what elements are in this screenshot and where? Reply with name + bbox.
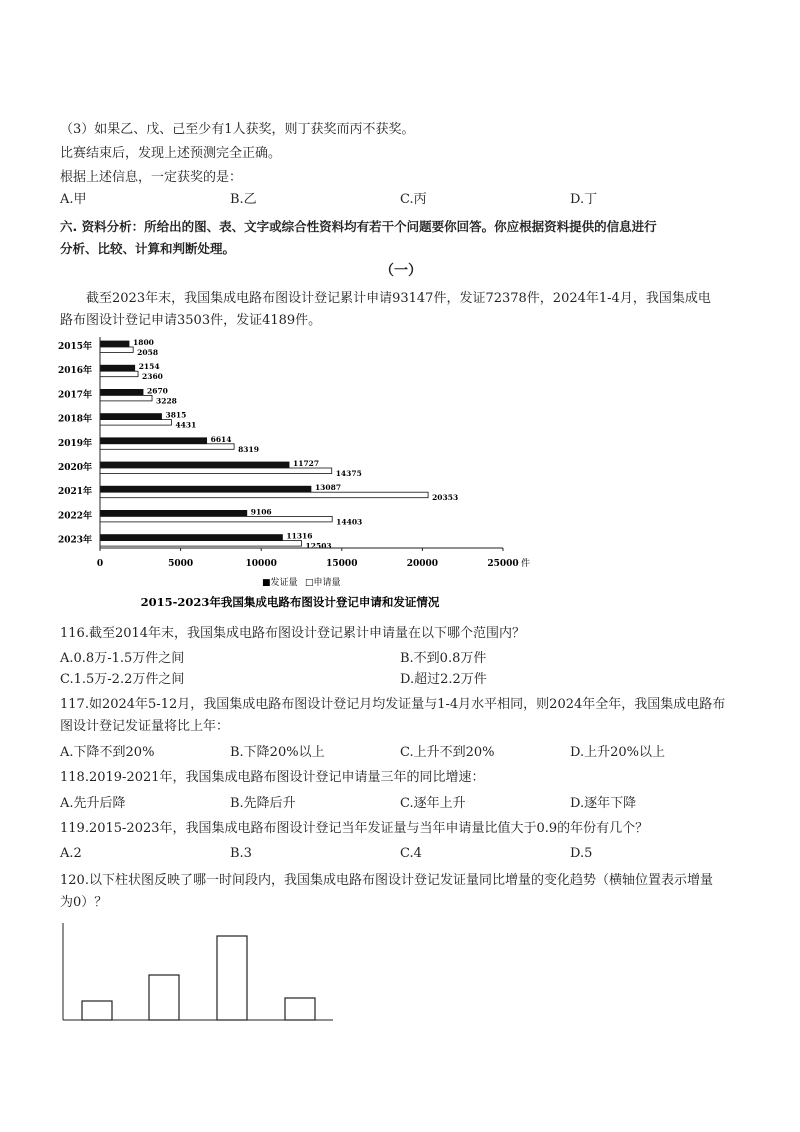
bar-issued — [100, 365, 135, 371]
category-label: 2020年 — [57, 463, 92, 473]
bar-issued — [100, 438, 207, 444]
q116-option-d[interactable]: D.超过2.2万件 — [400, 672, 487, 687]
q119-option-b[interactable]: B.3 — [230, 846, 252, 861]
legend-applied: □申请量 — [305, 578, 341, 588]
value-label-issued: 1800 — [133, 338, 154, 347]
option-d[interactable]: D.丁 — [570, 192, 598, 207]
q117-option-c[interactable]: C.上升不到20% — [400, 745, 495, 760]
bar-applied — [100, 444, 234, 450]
value-label-issued: 2154 — [138, 362, 160, 372]
value-label-applied: 3228 — [156, 396, 177, 406]
category-label: 2019年 — [57, 438, 92, 449]
mini-bar — [217, 936, 247, 1020]
value-label-issued: 11316 — [286, 531, 313, 541]
q116-stem: 116.截至2014年末，我国集成电路布图设计登记累计申请量在以下哪个范围内？ — [60, 626, 526, 641]
q117-stem: 117.如2024年5-12月，我国集成电路布图设计登记月均发证量与1-4月水平相同，则2024年全年，我国集成电路布 — [60, 697, 726, 712]
value-label-applied: 4431 — [175, 420, 197, 430]
bar-issued — [100, 462, 289, 468]
category-label: 2023年 — [57, 535, 92, 546]
value-label-applied: 2058 — [137, 348, 159, 357]
bar-applied — [100, 468, 332, 474]
value-label-applied: 12503 — [305, 541, 332, 551]
q120-stem-cont: 为0）？ — [60, 895, 108, 910]
category-label: 2021年 — [57, 487, 92, 498]
q117-stem-cont: 图设计登记发证量将比上年： — [60, 719, 230, 734]
value-label-issued: 2670 — [147, 386, 168, 396]
value-label-applied: 8319 — [238, 444, 259, 454]
q118-option-b[interactable]: B.先降后升 — [230, 796, 296, 811]
material-line2: 路布图设计登记申请3503件，发证4189件。 — [60, 313, 322, 328]
section-heading-line1: 六. 资料分析：所给出的图、表、文字或综合性资料均有若干个问题要你回答。你应根据资料提供的信息进行 — [60, 219, 657, 234]
category-label: 2022年 — [57, 511, 92, 522]
bar-applied — [100, 516, 332, 522]
category-label: 2015年 — [57, 342, 92, 352]
q117-option-b[interactable]: B.下降20%以上 — [230, 745, 325, 760]
value-label-issued: 9106 — [250, 507, 272, 517]
q119-option-a[interactable]: A.2 — [60, 846, 82, 861]
option-a[interactable]: A.甲 — [60, 192, 87, 207]
bar-issued — [100, 510, 247, 516]
condition-3: （3）如果乙、戊、己至少有1人获奖，则丁获奖而丙不获奖。 — [60, 122, 415, 137]
q117-option-a[interactable]: A.下降不到20% — [60, 745, 155, 760]
q118-option-a[interactable]: A.先升后降 — [60, 796, 126, 811]
value-label-issued: 11727 — [293, 459, 320, 468]
q116-option-a[interactable]: A.0.8万-1.5万件之间 — [60, 651, 185, 666]
option-b[interactable]: B.乙 — [230, 192, 257, 207]
value-label-issued: 3815 — [165, 410, 187, 420]
x-tick-label: 10000 — [245, 559, 277, 569]
value-label-applied: 14403 — [336, 517, 363, 527]
x-tick-label: 25000 — [487, 559, 519, 569]
mini-bar — [285, 998, 315, 1020]
q118-option-c[interactable]: C.逐年上升 — [400, 796, 466, 811]
bar-applied — [100, 371, 138, 377]
category-label: 2017年 — [57, 390, 92, 401]
bar-issued — [100, 535, 282, 541]
bar-applied — [100, 492, 428, 498]
legend-issued: ■发证量 — [262, 578, 298, 588]
q117-option-d[interactable]: D.上升20%以上 — [570, 745, 665, 760]
part-title: （一） — [380, 263, 422, 279]
bar-applied — [100, 541, 302, 547]
section-heading-line2: 分析、比较、计算和判断处理。 — [60, 241, 236, 256]
x-tick-label: 15000 — [326, 559, 358, 569]
mini-bar — [82, 1001, 112, 1020]
bar-issued — [100, 341, 129, 347]
bar-applied — [100, 395, 152, 401]
q118-option-d[interactable]: D.逐年下降 — [570, 796, 637, 811]
q119-option-c[interactable]: C.4 — [400, 846, 422, 861]
category-label: 2018年 — [57, 414, 92, 425]
option-c[interactable]: C.丙 — [400, 192, 427, 207]
q118-stem: 118.2019-2021年，我国集成电路布图设计登记申请量三年的同比增速： — [60, 770, 485, 785]
value-label-applied: 20353 — [432, 493, 459, 503]
bar-issued — [100, 389, 143, 395]
bar-chart — [0, 335, 800, 625]
x-tick-label: 0 — [96, 559, 104, 569]
value-label-issued: 6614 — [210, 434, 232, 444]
q119-option-d[interactable]: D.5 — [570, 846, 593, 861]
q119-stem: 119.2015-2023年，我国集成电路布图设计登记当年发证量与当年申请量比值大于0.9的年份有几个？ — [60, 821, 649, 836]
bar-applied — [100, 347, 133, 353]
bar-applied — [100, 420, 171, 426]
question-ask: 根据上述信息，一定获奖的是： — [60, 170, 243, 185]
q120-bar-chart — [0, 915, 800, 1025]
bar-issued — [100, 414, 161, 420]
x-tick-label: 5000 — [168, 559, 194, 569]
value-label-applied: 14375 — [335, 469, 362, 478]
value-label-issued: 13087 — [314, 483, 342, 493]
category-label: 2016年 — [57, 366, 92, 377]
value-label-applied: 2360 — [142, 372, 163, 382]
x-unit-label: 件 — [521, 559, 531, 569]
material-line1: 截至2023年末，我国集成电路布图设计登记累计申请93147件，发证72378件，2024年1-4月，我国集成电 — [86, 291, 711, 306]
q116-option-b[interactable]: B.不到0.8万件 — [400, 651, 487, 666]
chart-title: 2015-2023年我国集成电路布图设计登记申请和发证情况 — [140, 595, 440, 609]
mini-bar — [149, 975, 179, 1020]
q120-stem: 120.以下柱状图反映了哪一时间段内，我国集成电路布图设计登记发证量同比增量的变化趋势（横轴位置表示增量 — [60, 873, 713, 888]
bar-issued — [100, 486, 311, 492]
after-text: 比赛结束后，发现上述预测完全正确。 — [60, 146, 282, 161]
q116-option-c[interactable]: C.1.5万-2.2万件之间 — [60, 672, 185, 687]
x-tick-label: 20000 — [406, 559, 439, 569]
